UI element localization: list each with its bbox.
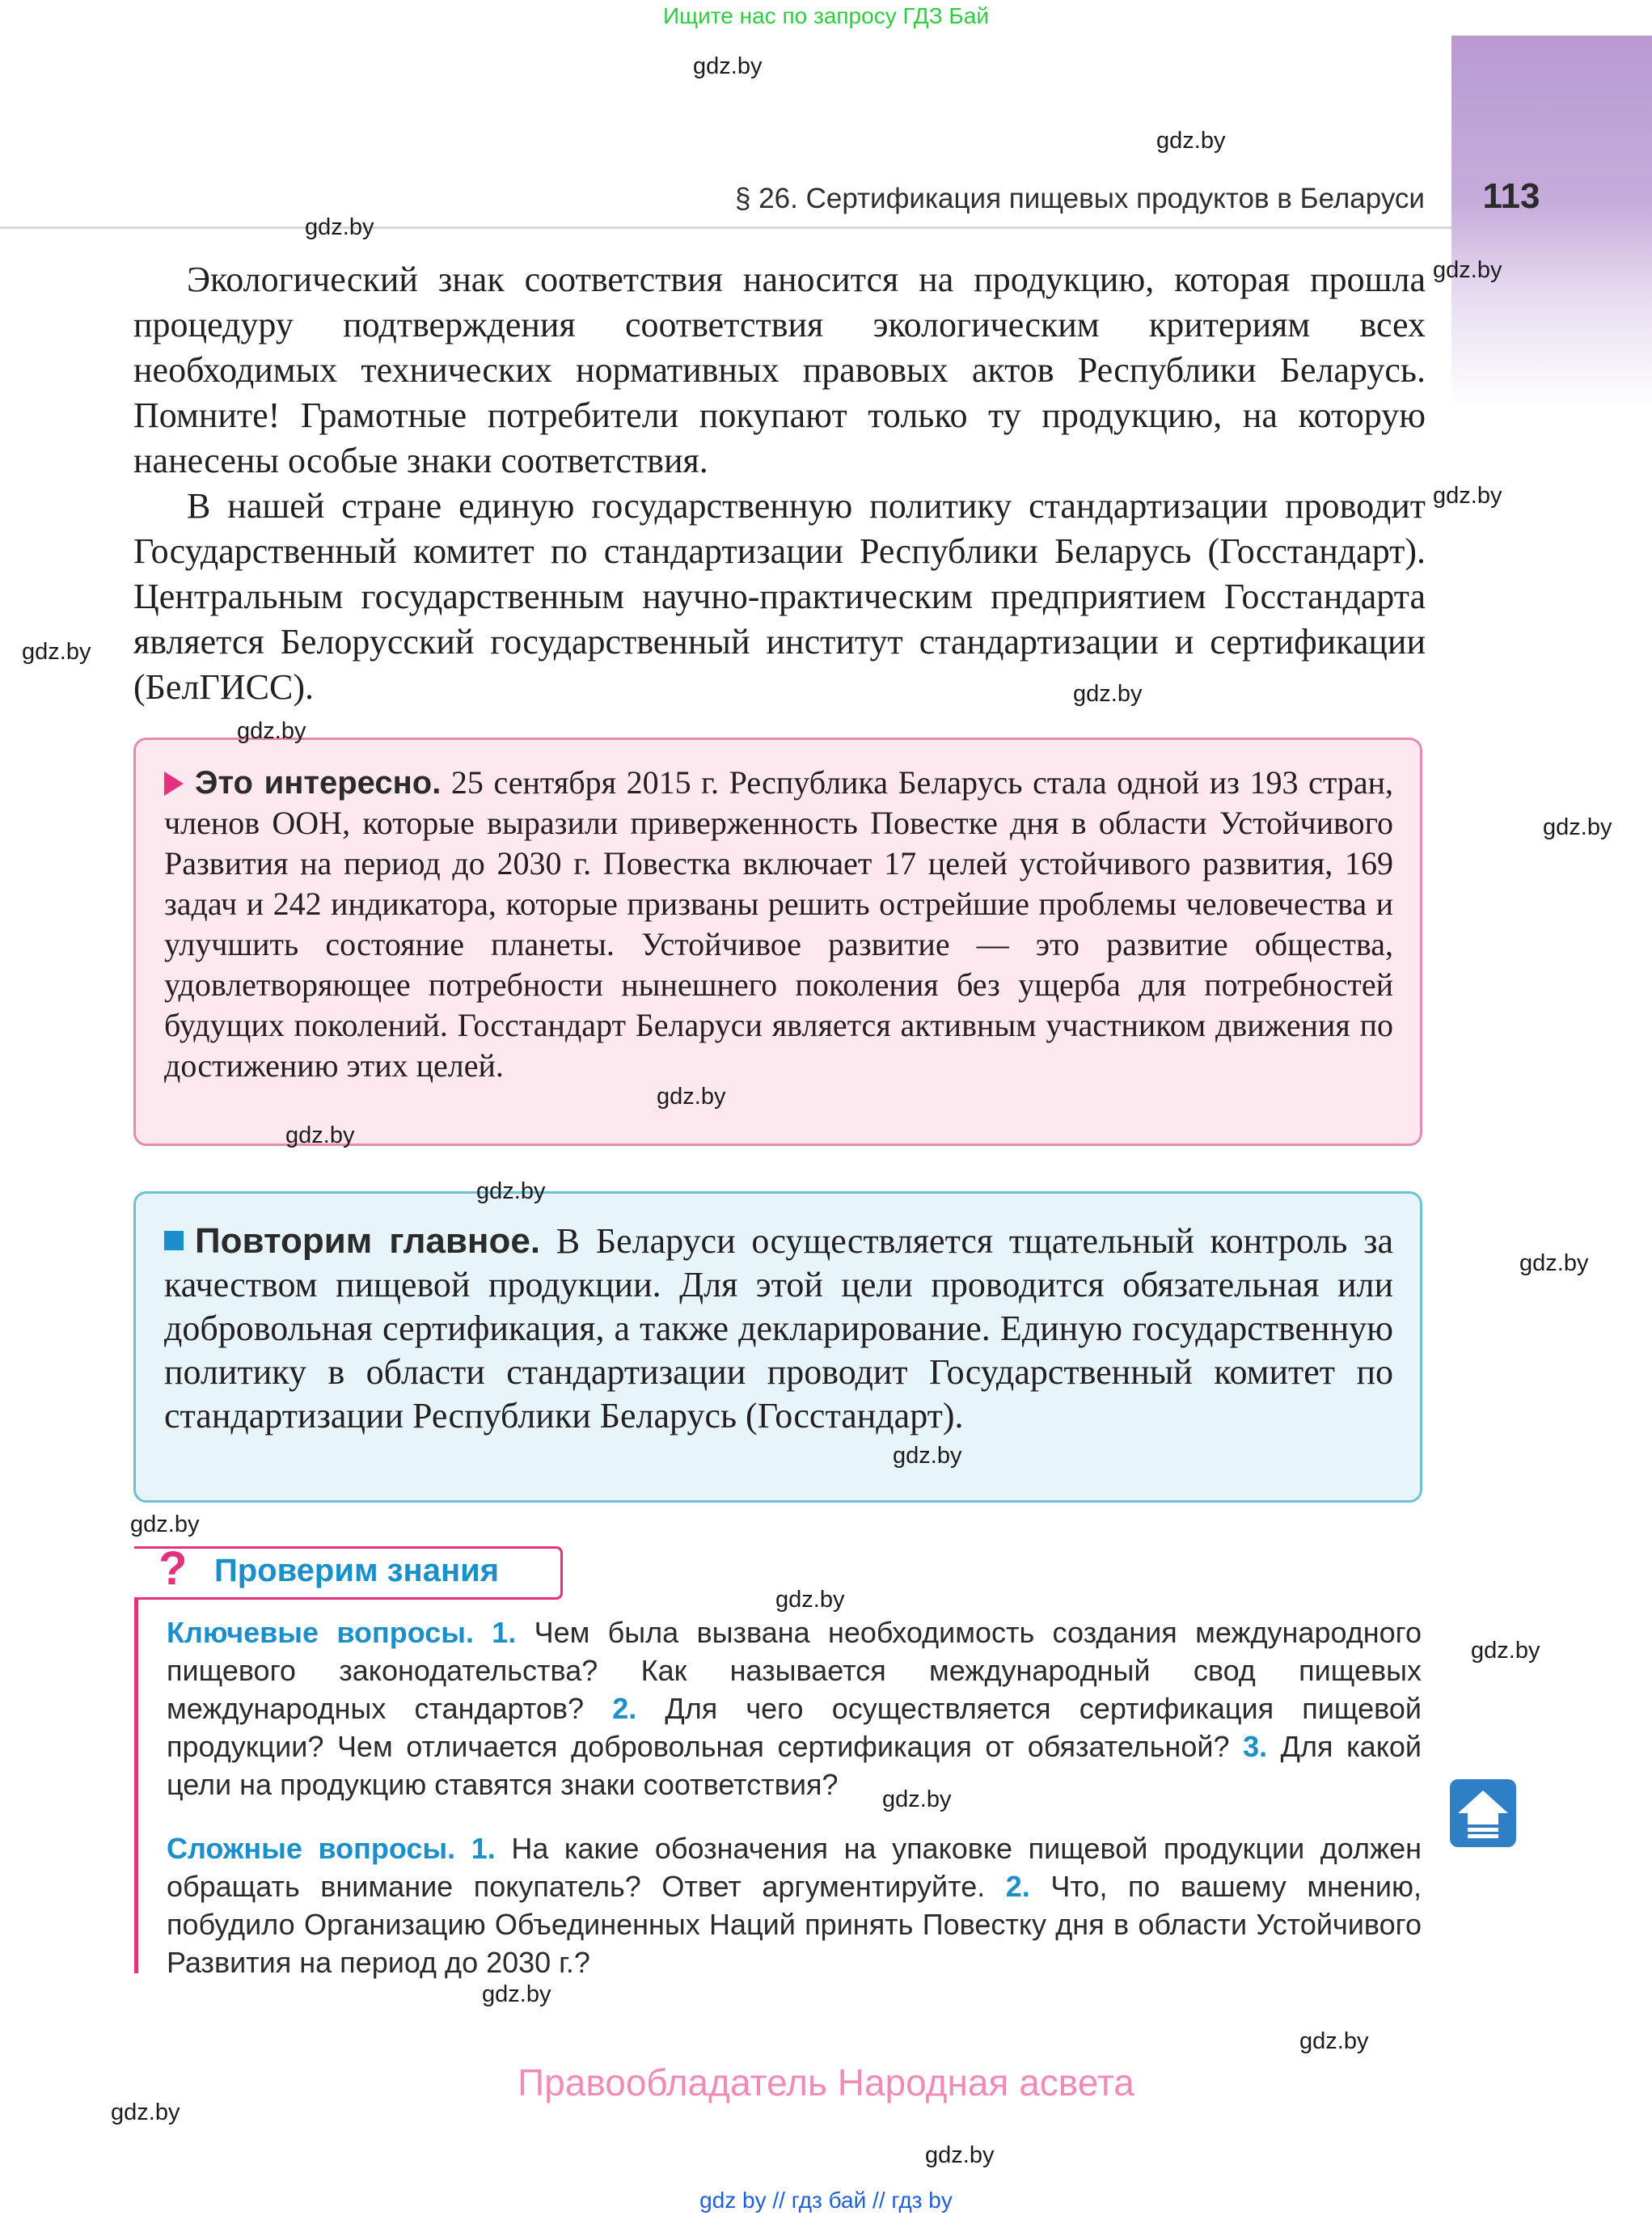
question-text: На какие обозначения на упаковке пищевой продукции должен обращать внимание покупатель? Ответ аргументируйте. bbox=[167, 1832, 1422, 1903]
interesting-body: 25 сентября 2015 г. Республика Беларусь стала одной из 193 стран, членов ООН, которые выразили приверженность Повестке дня в области Устойчивого Развития на период до 2030 г. Повестка включает 17 целей устойчивого развития, 169 задач и 242 индикатора, которые призваны решить острейшие проблемы человечества и улучшить состояние планеты. Устойчивое развитие — это развитие общества, удовлетворяющее потребности нынешнего поколения без ущерба для потребностей будущих поколений. Госстандарт Беларуси является активным участником движения по достижению этих целей. bbox=[164, 764, 1394, 1084]
triangle-marker-icon bbox=[164, 772, 184, 796]
home-arrow-icon[interactable] bbox=[1450, 1779, 1516, 1847]
questions-title: Проверим знания bbox=[214, 1553, 500, 1588]
watermark: gdz.by bbox=[925, 2142, 995, 2168]
question-text: Чем была вызвана необходимость создания международного пищевого законодательства? Как называется международный свод пищевых международных стандартов? bbox=[167, 1616, 1422, 1725]
question-mark-icon: ? bbox=[158, 1542, 188, 1595]
watermark: gdz.by bbox=[882, 1786, 952, 1812]
hard-questions bbox=[167, 1829, 1422, 1981]
question-number: 3. bbox=[1243, 1730, 1268, 1763]
watermark: gdz.by bbox=[1073, 681, 1143, 707]
body-text bbox=[133, 257, 1426, 710]
section-header: § 26. Сертификация пищевых продуктов в Беларуси bbox=[735, 183, 1425, 214]
watermark: gdz.by bbox=[22, 639, 91, 665]
search-hint-link[interactable]: Ищите нас по запросу ГДЗ Бай bbox=[662, 3, 990, 28]
interesting-text bbox=[164, 763, 1393, 1086]
watermark: gdz.by bbox=[693, 53, 763, 79]
watermark: gdz.by bbox=[1519, 1250, 1589, 1276]
key-questions-label: Ключевые вопросы. bbox=[167, 1616, 474, 1649]
question-number: 1. bbox=[492, 1616, 517, 1649]
question-number: 1. bbox=[471, 1832, 496, 1865]
watermark: gdz.by bbox=[775, 1587, 845, 1613]
summary-text bbox=[164, 1220, 1393, 1438]
watermark: gdz.by bbox=[285, 1123, 355, 1148]
key-questions bbox=[167, 1613, 1422, 1803]
watermark: gdz.by bbox=[1471, 1638, 1540, 1664]
page-color-tab bbox=[1451, 36, 1652, 408]
page-number: 113 bbox=[1482, 176, 1540, 216]
watermark: gdz.by bbox=[130, 1512, 200, 1537]
hard-questions-label: Сложные вопросы. bbox=[167, 1832, 456, 1865]
watermark: gdz.by bbox=[1433, 257, 1502, 283]
bottom-links[interactable]: gdz by // гдз бай // гдз by bbox=[699, 2188, 953, 2213]
paragraph: В нашей стране единую государственную политику стандартизации проводит Государственный комитет по стандартизации Республики Беларусь (Госстандарт). Центральным государственным научно-практическим предприятием Госстандарта является Белорусский государственный институт стандартизации и сертификации (БелГИСС). bbox=[133, 486, 1426, 707]
question-number: 2. bbox=[1005, 1870, 1030, 1903]
question-number: 2. bbox=[612, 1692, 637, 1725]
square-marker-icon bbox=[164, 1231, 184, 1250]
summary-lead: Повторим главное. bbox=[195, 1221, 541, 1261]
watermark: gdz.by bbox=[476, 1178, 546, 1204]
watermark: gdz.by bbox=[1543, 814, 1612, 840]
interesting-lead: Это интересно. bbox=[195, 765, 442, 801]
header-rule bbox=[0, 226, 1451, 229]
question-text: Что, по вашему мнению, побудило Организацию Объединенных Наций принять Повестку дня в области Устойчивого Развития на период до 2030 г.? bbox=[167, 1870, 1422, 1979]
copyright-holder: Правообладатель Народная асвета bbox=[518, 2061, 1134, 2103]
watermark: gdz.by bbox=[237, 718, 306, 744]
summary-body: В Беларуси осуществляется тщательный контроль за качеством пищевой продукции. Для этой цели проводится обязательная или добровольная сертификация, а также декларирование. Единую государственную политику в области стандартизации проводит Государственный комитет по стандартизации Республики Беларусь (Госстандарт). bbox=[164, 1221, 1393, 1435]
question-text: Для чего осуществляется сертификация пищевой продукции? Чем отличается добровольная сертификация от обязательной? bbox=[167, 1692, 1422, 1763]
watermark: gdz.by bbox=[1156, 128, 1226, 154]
question-text: Для какой цели на продукцию ставятся знаки соответствия? bbox=[167, 1730, 1422, 1801]
watermark: gdz.by bbox=[482, 1981, 551, 2007]
watermark: gdz.by bbox=[893, 1443, 962, 1469]
watermark: gdz.by bbox=[111, 2099, 180, 2125]
watermark: gdz.by bbox=[1433, 483, 1502, 509]
watermark: gdz.by bbox=[1299, 2028, 1369, 2054]
watermark: gdz.by bbox=[305, 214, 374, 240]
questions-side-bar bbox=[134, 1546, 138, 1973]
watermark: gdz.by bbox=[657, 1084, 726, 1110]
paragraph: Экологический знак соответствия наносится на продукцию, которая прошла процедуру подтверждения соответствия экологическим критериям всех необходимых технических нормативных правовых актов Республики Беларусь. Помните! Грамотные потребители покупают только ту продукцию, на которую нанесены особые знаки соответствия. bbox=[133, 260, 1426, 480]
